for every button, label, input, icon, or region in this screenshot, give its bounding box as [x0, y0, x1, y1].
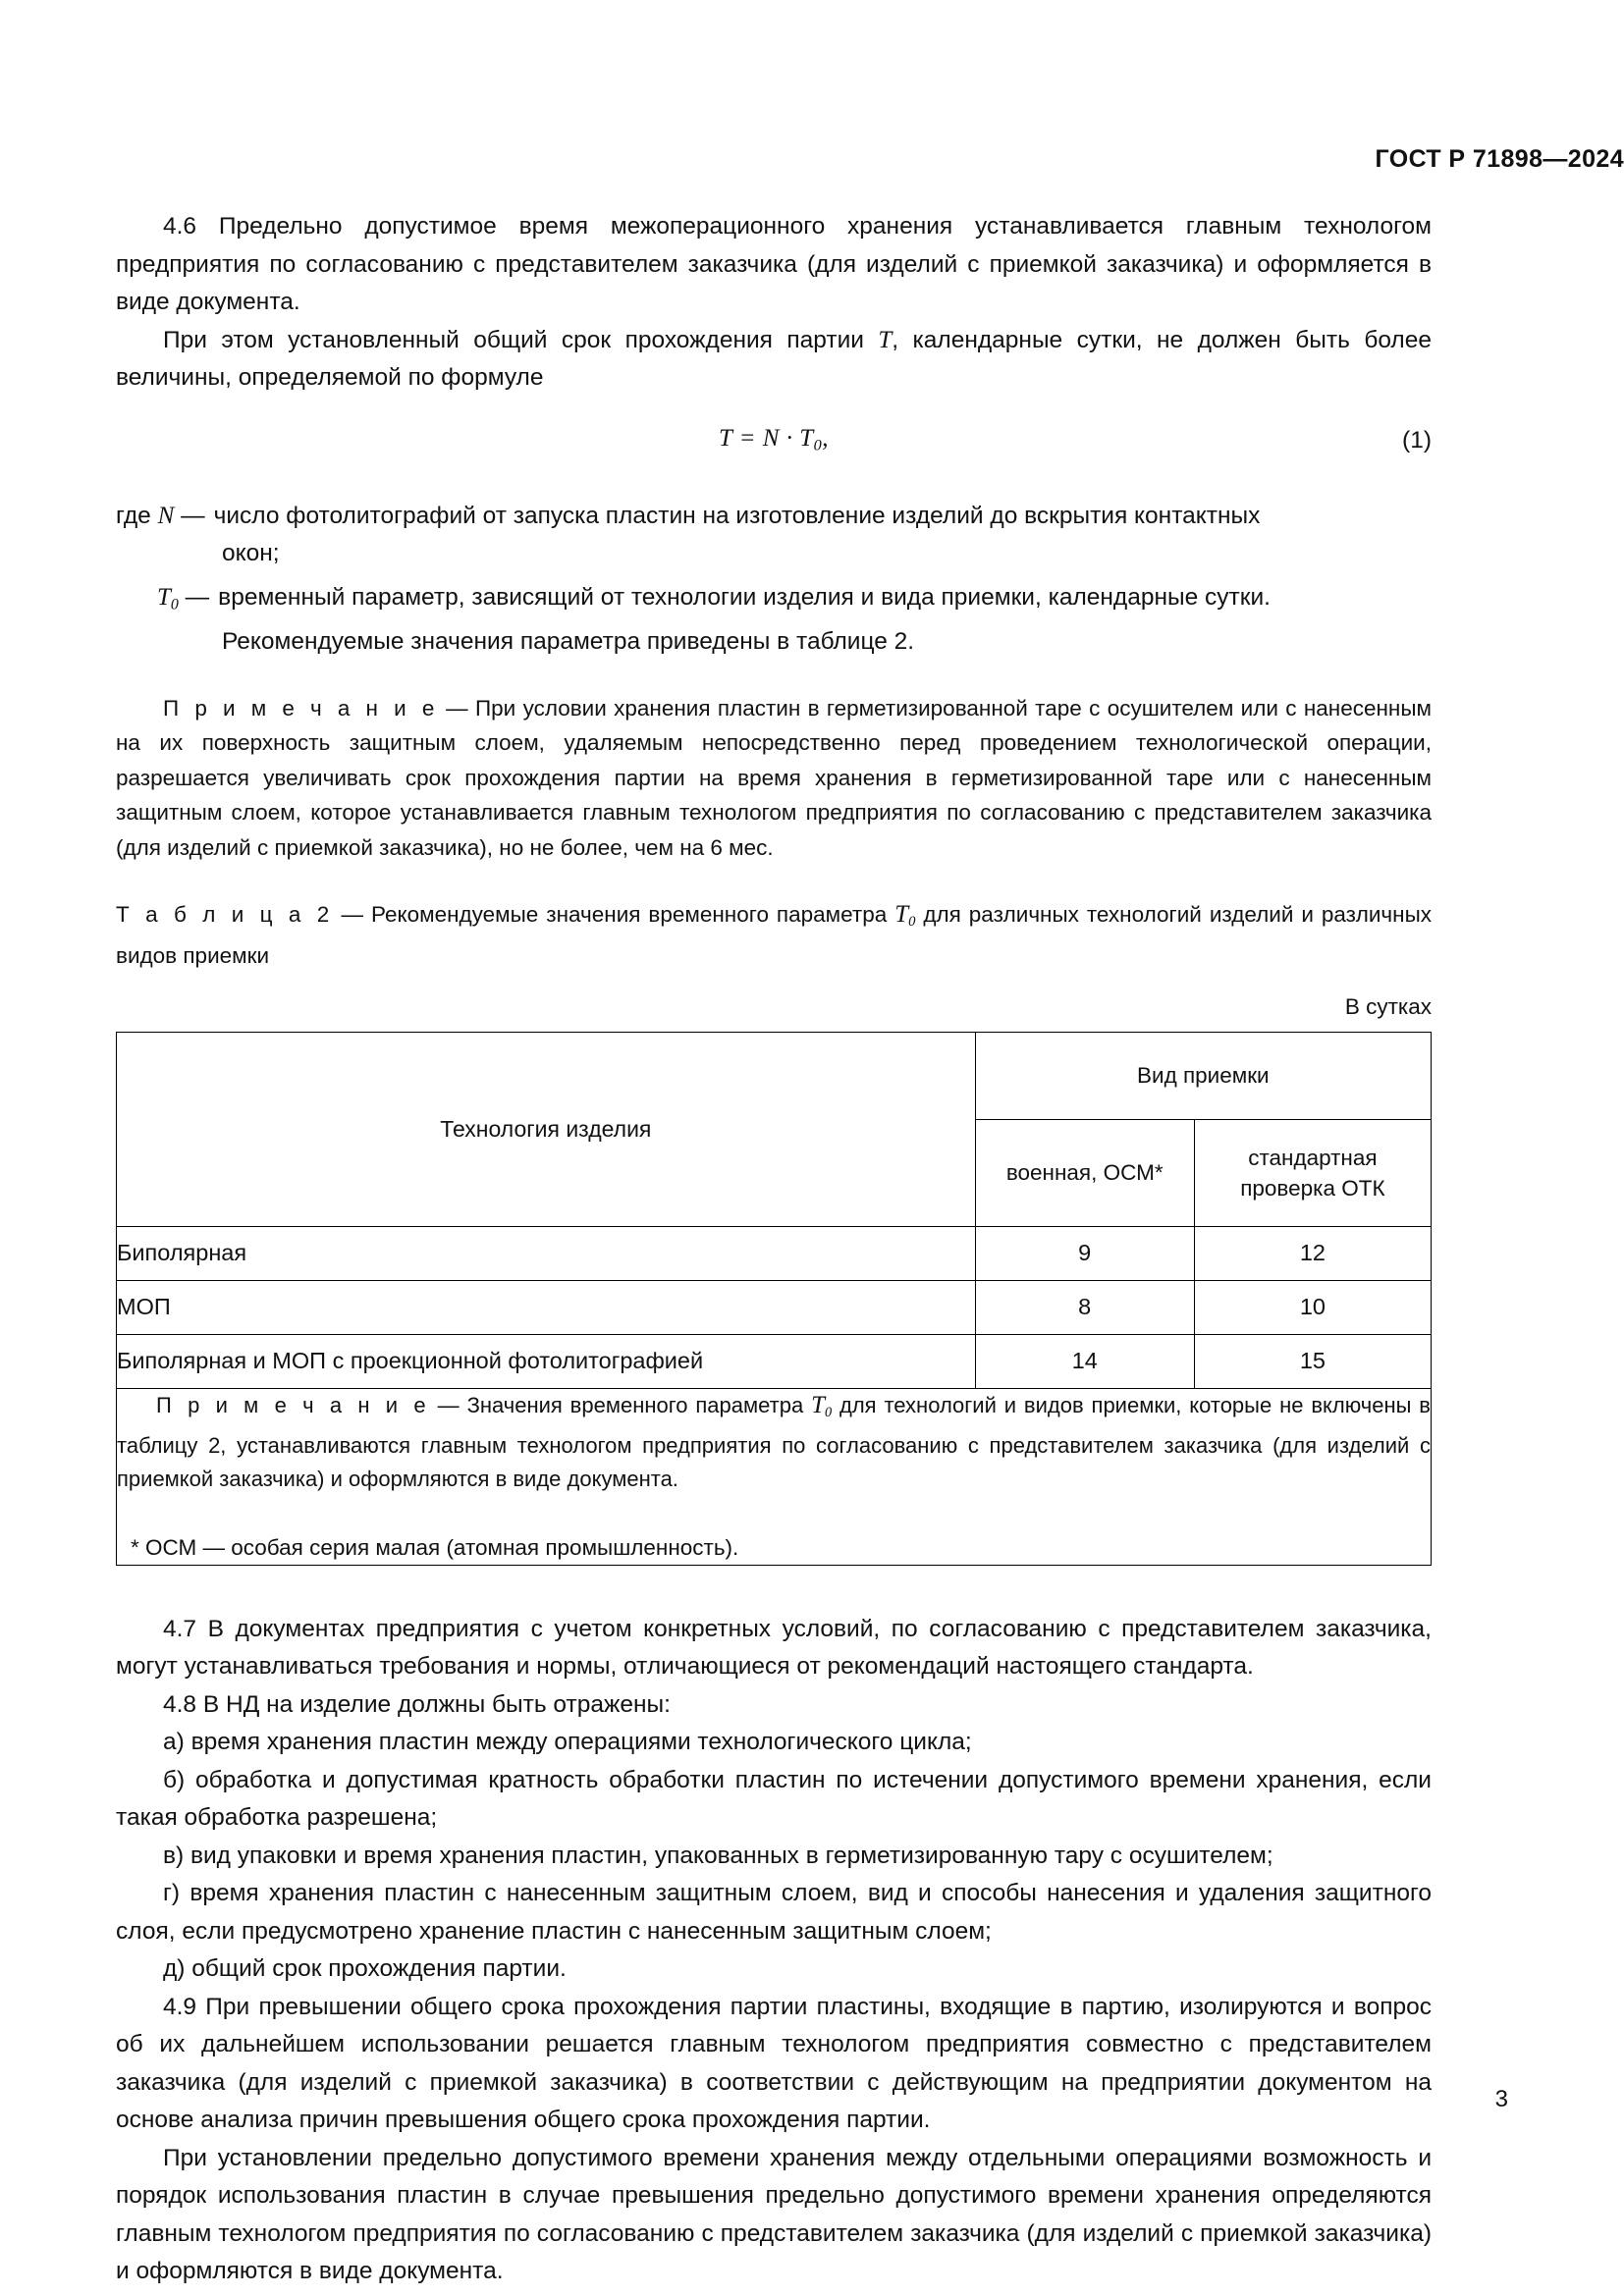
symbol-T0-sub: 0	[170, 595, 179, 613]
table-footer-note-dash: —	[437, 1392, 460, 1417]
header-cell-technology: Технология изделия	[117, 1032, 976, 1226]
page-content	[116, 208, 1432, 2291]
table-footer-note-text-1: Значения временного параметра	[466, 1392, 812, 1417]
symbol-T0: T	[157, 583, 171, 611]
table-footer-note	[117, 1389, 1431, 1496]
symbol-T: T	[878, 326, 893, 353]
recommended-values-table	[116, 1032, 1432, 1566]
formula-subscript: 0	[813, 436, 823, 454]
table-footer-row	[117, 1388, 1432, 1565]
cell-military-value: 14	[975, 1334, 1194, 1388]
table-row	[117, 1226, 1432, 1280]
p46b-text-1: При этом установленный общий срок прохождения партии	[163, 326, 879, 353]
table-footer-cell	[117, 1388, 1432, 1565]
list-item-d: д) общий срок прохождения партии.	[163, 1955, 567, 1983]
paragraph-4-7: 4.7 В документах предприятия с учетом конкретных условий, по согласованию с представителем заказчика, могут устанавливаться требования и нормы, отличающиеся от рекомендаций настоящего стандарта.	[116, 1615, 1432, 1681]
table-caption-symbol: T	[894, 901, 909, 929]
standard-header: ГОСТ Р 71898—2024	[1375, 145, 1624, 173]
cell-military-value: 9	[975, 1226, 1194, 1280]
cell-military-value: 8	[975, 1280, 1194, 1334]
table-caption-lead: Т а б л и ц а 2	[116, 902, 334, 928]
where-item-n	[116, 498, 1432, 536]
formula-expression	[116, 425, 1432, 455]
table-footer-symbol: T	[811, 1391, 825, 1418]
table-footer-note-text-2: для технологий и видов приемки, которые не включены в таблицу 2, устанавливаются главным технологом предприятия по согласованию с представителем заказчика (для изделий с приемкой заказчика) и оформляются в виде документа.	[117, 1392, 1431, 1491]
paragraph-final: При установлении предельно допустимого времени хранения между отдельными операциями возможность и порядок использования пластин в случае превышения предельно допустимого времени хранения определяются главным технологом предприятия по согласованию с представителем заказчика (для изделий с приемкой заказчика) и оформляются в виде документа.	[116, 2144, 1432, 2285]
list-item-v: в) вид упаковки и время хранения пластин, упакованных в герметизированную тару с осушителем;	[163, 1842, 1273, 1869]
header-cell-military: военная, ОСМ*	[975, 1119, 1194, 1226]
header-cell-otk	[1194, 1119, 1431, 1226]
table-caption-text-1: Рекомендуемые значения временного параметра	[370, 902, 895, 928]
cell-technology: МОП	[117, 1280, 976, 1334]
list-item-a: а) время хранения пластин между операциями технологического цикла;	[163, 1729, 972, 1756]
where-dash-n: —	[181, 502, 205, 529]
cell-technology: Биполярная и МОП с проекционной фотолитографией	[117, 1334, 976, 1388]
cell-otk-value: 15	[1194, 1334, 1431, 1388]
where-text-n-cont: окон;	[222, 540, 280, 566]
table-footer-note-label: П р и м е ч а н и е	[156, 1392, 430, 1417]
note-paragraph	[116, 691, 1432, 866]
header-otk-line1: стандартная	[1248, 1145, 1378, 1170]
where-lead-n	[116, 498, 214, 536]
table-row	[117, 1334, 1432, 1388]
where-text-t0-cont: Рекомендуемые значения параметра приведены в таблице 2.	[222, 628, 915, 656]
header-cell-acceptance-type: Вид приемки	[975, 1032, 1431, 1119]
header-otk-line2: проверка ОТК	[1240, 1175, 1385, 1201]
formula-comma: ,	[822, 424, 830, 452]
where-list	[116, 498, 1432, 662]
page-number: 3	[1494, 2086, 1508, 2112]
where-item-t0	[116, 579, 1432, 624]
note-dash: —	[446, 695, 468, 721]
formula-row	[116, 425, 1432, 468]
where-text-n: число фотолитографий от запуска пластин на изготовление изделий до вскрытия контактных	[213, 502, 1261, 529]
table-caption-dash: —	[341, 902, 363, 928]
cell-otk-value: 10	[1194, 1280, 1431, 1334]
note-body: При условии хранения пластин в герметизированной таре с осушителем или с нанесенным на их поверхность защитным слоем, удаляемым непосредственно перед проведением технологической операции, разрешается увеличивать срок прохождения партии на время хранения в герметизированной таре или с нанесенным защитным слоем, которое устанавливается главным технологом предприятия по согласованию с представителем заказчика (для изделий с приемкой заказчика), но не более, чем на 6 мес.	[116, 695, 1432, 860]
table-header-row-1	[117, 1032, 1432, 1119]
table-caption-symbol-sub: 0	[908, 914, 916, 931]
table-units-label: В сутках	[1344, 993, 1432, 1019]
formula-main: T = N · T	[718, 424, 814, 452]
paragraph-4-6-b	[116, 322, 1432, 398]
symbol-N: N	[157, 502, 175, 529]
where-lead-t0	[116, 579, 218, 624]
where-text-t0: временный параметр, зависящий от технологии изделия и вида приемки, календарные сутки.	[218, 583, 1271, 611]
list-item-b: б) обработка и допустимая кратность обработки пластин по истечении допустимого времени хранения, если такая обработка разрешена;	[116, 1766, 1432, 1832]
where-dash-t0: —	[185, 583, 210, 611]
paragraph-4-6: 4.6 Предельно допустимое время межоперационного хранения устанавливается главным технологом предприятия по согласованию с представителем заказчика (для изделий с приемкой заказчика) и оформляется в виде документа.	[116, 213, 1432, 315]
cell-technology: Биполярная	[117, 1226, 976, 1280]
cell-otk-value: 12	[1194, 1226, 1431, 1280]
paragraph-4-8: 4.8 В НД на изделие должны быть отражены:	[163, 1690, 671, 1718]
table-caption	[116, 898, 1432, 972]
list-item-g: г) время хранения пластин с нанесенным защитным слоем, вид и способы нанесения и удаления защитного слоя, если предусмотрено хранение пластин с нанесенным защитным слоем;	[116, 1880, 1432, 1945]
paragraph-4-9: 4.9 При превышении общего срока прохождения партии пластины, входящие в партию, изолируются и вопрос об их дальнейшем использовании решается главным технологом предприятия совместно с представителем заказчика (для изделий с приемкой заказчика) в соответствии с действующим на предприятии документом на основе анализа причин превышения общего срока прохождения партии.	[116, 1993, 1432, 2134]
p46b-text-2: , календарные сутки, не должен быть более величины, определяемой по формуле	[116, 326, 1432, 391]
where-label: где	[116, 502, 151, 529]
table-footnote-asterisk: * ОСМ — особая серия малая (атомная промышленность).	[131, 1534, 739, 1560]
note-label: П р и м е ч а н и е	[163, 695, 439, 721]
table-row	[117, 1280, 1432, 1334]
table-footer-symbol-sub: 0	[824, 1404, 833, 1420]
equation-number: (1)	[1402, 426, 1432, 454]
table-caption-text-2: для различных технологий изделий и различных видов приемки	[116, 902, 1432, 968]
